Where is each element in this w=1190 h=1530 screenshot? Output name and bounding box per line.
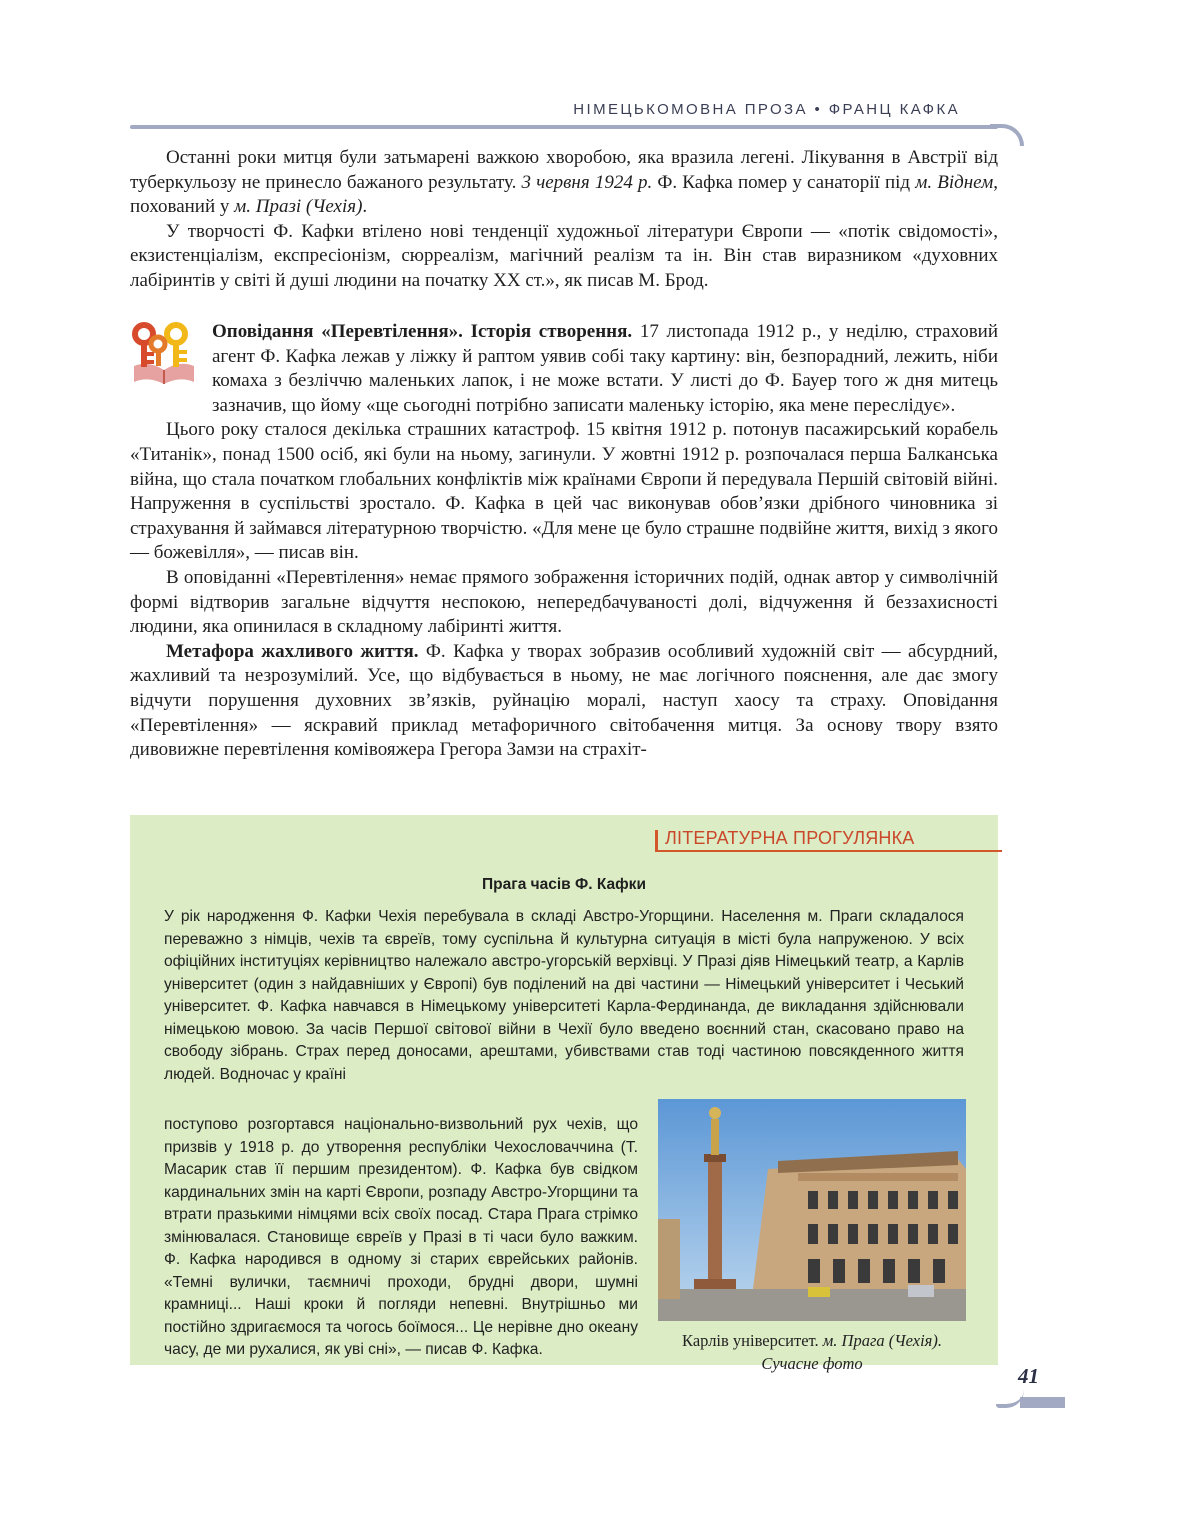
charles-university-photo [658,1099,966,1321]
text-run: В оповіданні «Перевтілення» немає прямого зображення історичних подій, однак автор у символічній формі відтворив загальне відчуття неспокою, непередбачуваності долі, відчуження й беззахисності людини, яка опинилася в складному лабіринті життя. [130,566,998,638]
text-run: Ф. Кафка у творах зобразив особливий художній світ — абсурдний, жахливий та незрозумілий. Усе, що відбувається в ньому, не має логічного пояснення, але дає змогу відчути порушення духовних зв’язків, руйнацію моралі, наступ хаосу та страху. Оповідання «Перевтілення» — яскравий приклад метафоричного світобачення митця. За основу твору взято дивовижне перевтілення комівояжера Грегора Замзи на страхіт- [130,640,998,761]
italic-run: м. Віднем [915,171,994,193]
bold-run: Оповідання «Перевтілення». Історія створення. [212,321,633,342]
paragraph [130,146,998,220]
footer-bar [1020,1397,1065,1408]
italic-run: м. Празі (Чехія) [234,196,363,218]
page-number: 41 [1018,1364,1039,1388]
paragraph [130,566,998,640]
main-text [130,320,998,763]
box-text-wide: У рік народження Ф. Кафки Чехія перебувала в складі Австро-Угорщини. Населення м. Праги складалося переважно з німців, чехів та євреїв, тому суспільна й культурна ситуація в місті була напруженою. У всіх офіційних інституціях керівництво належало австро-угорській верхівці. У Празі діяв Німецький театр, а Карлів університет (один з найдавніших у Європі) був поділений на дві частини — Німецький університет і Чеський університет. Ф. Кафка навчався в Німецькому університеті Карла-Фердинанда, де викладання здійснювали німецькою мовою. За часів Першої світової війни в Чехії було введено воєнний стан, скасовано право на свободу зібрань. Страх перед доносами, арештами, убивствами став тоді частиною повсякденного життя людей. Водночас у країні [164,908,964,1083]
running-head: НІМЕЦЬКОМОВНА ПРОЗА • ФРАНЦ КАФКА [573,101,960,118]
photo-caption-italic: м. Прага (Чехія). Сучасне фото [761,1331,942,1373]
header-rule [130,125,998,129]
bold-run: Метафора жахливого життя. [166,640,419,662]
photo-caption [658,1329,966,1375]
header-rule-curl [990,124,1024,146]
text-run: 17 листопада 1912 р., у неділю, страховий агент Ф. Кафка лежав у ліжку й раптом уявив собі таку картину: він, безпорадний, лежить, ніби комаха з безліччю маленьких лапок, і не може встати. У листі до Ф. Бауер того ж дня митець зазначив, що йому «ще сьогодні потрібно записати маленьку історію, яка мене переслідує». [212,321,999,416]
paragraph [130,640,998,763]
box-label: ЛІТЕРАТУРНА ПРОГУЛЯНКА [665,828,915,848]
text-run: У творчості Ф. Кафки втілено нові тенденції художньої літератури Європи — «потік свідомості», екзистенціалізм, експресіонізм, сюрреалізм, магічний реалізм та ін. Він став виразником «духовних лабіринтів у світі й душі людини на початку ХХ ст.», як писав М. Брод. [130,220,998,291]
italic-run: 3 червня 1924 р. [521,171,653,193]
box-text-narrow: поступово розгортався національно-визвольний рух чехів, що призвів у 1918 р. до утворення республіки Чехословаччина (Т. Масарик став її першим президентом). Ф. Кафка був свідком кардинальних змін на карті Європи, розпаду Австро-Угорщини та втрати празькими німцями всіх своїх посад. Стара Прага стрімко змінювалася. Становище євреїв у Празі в ті часи було важким. Ф. Кафка народився в одному зі старих єврейських районів. «Темні вулички, таємничі проходи, брудні двори, шумні крамниці... Наші кроки й погляди непевні. Внутрішньо ми постійно здригаємося та чогось боїмося... Це нерівне дно океану часу, де ми рухалися, як уві сні», — писав Ф. Кафка. [164,1116,638,1358]
paragraph [130,320,998,418]
text-run: . [362,196,368,218]
paragraph [130,220,998,294]
paragraph [130,418,998,566]
box-title: Прага часів Ф. Кафки [482,876,646,893]
photo-caption-normal: Карлів університет. [682,1331,819,1350]
text-run: Останні роки митця були затьмарені важкою хворобою, яка вразила легені. Лікування в Австрії від туберкульозу не принесло бажаного результату. [130,147,998,193]
text-run: Цього року сталося декілька страшних катастроф. 15 квітня 1912 р. потонув пасажирський корабель «Титанік», понад 1500 осіб, які були на ньому, загинули. У жовтні 1912 р. розпочалася перша Балканська війна, що стала початком глобальних конфліктів між країнами Європи й передувала Першій світовій війні. Напруження в суспільстві зростало. Ф. Кафка в цей час виконував обов’язки дрібного чиновника зі страхування й займався літературною творчістю. «Для мене це було страшне подвійне життя, вихід з якого — божевілля», — писав він. [130,419,998,564]
icon-spacer [130,320,212,416]
intro-text [130,146,998,294]
text-run: , похований у [130,171,998,218]
text-run: Ф. Кафка помер у санаторії під [652,171,916,193]
charles-university-photo-illustration [658,1099,966,1321]
